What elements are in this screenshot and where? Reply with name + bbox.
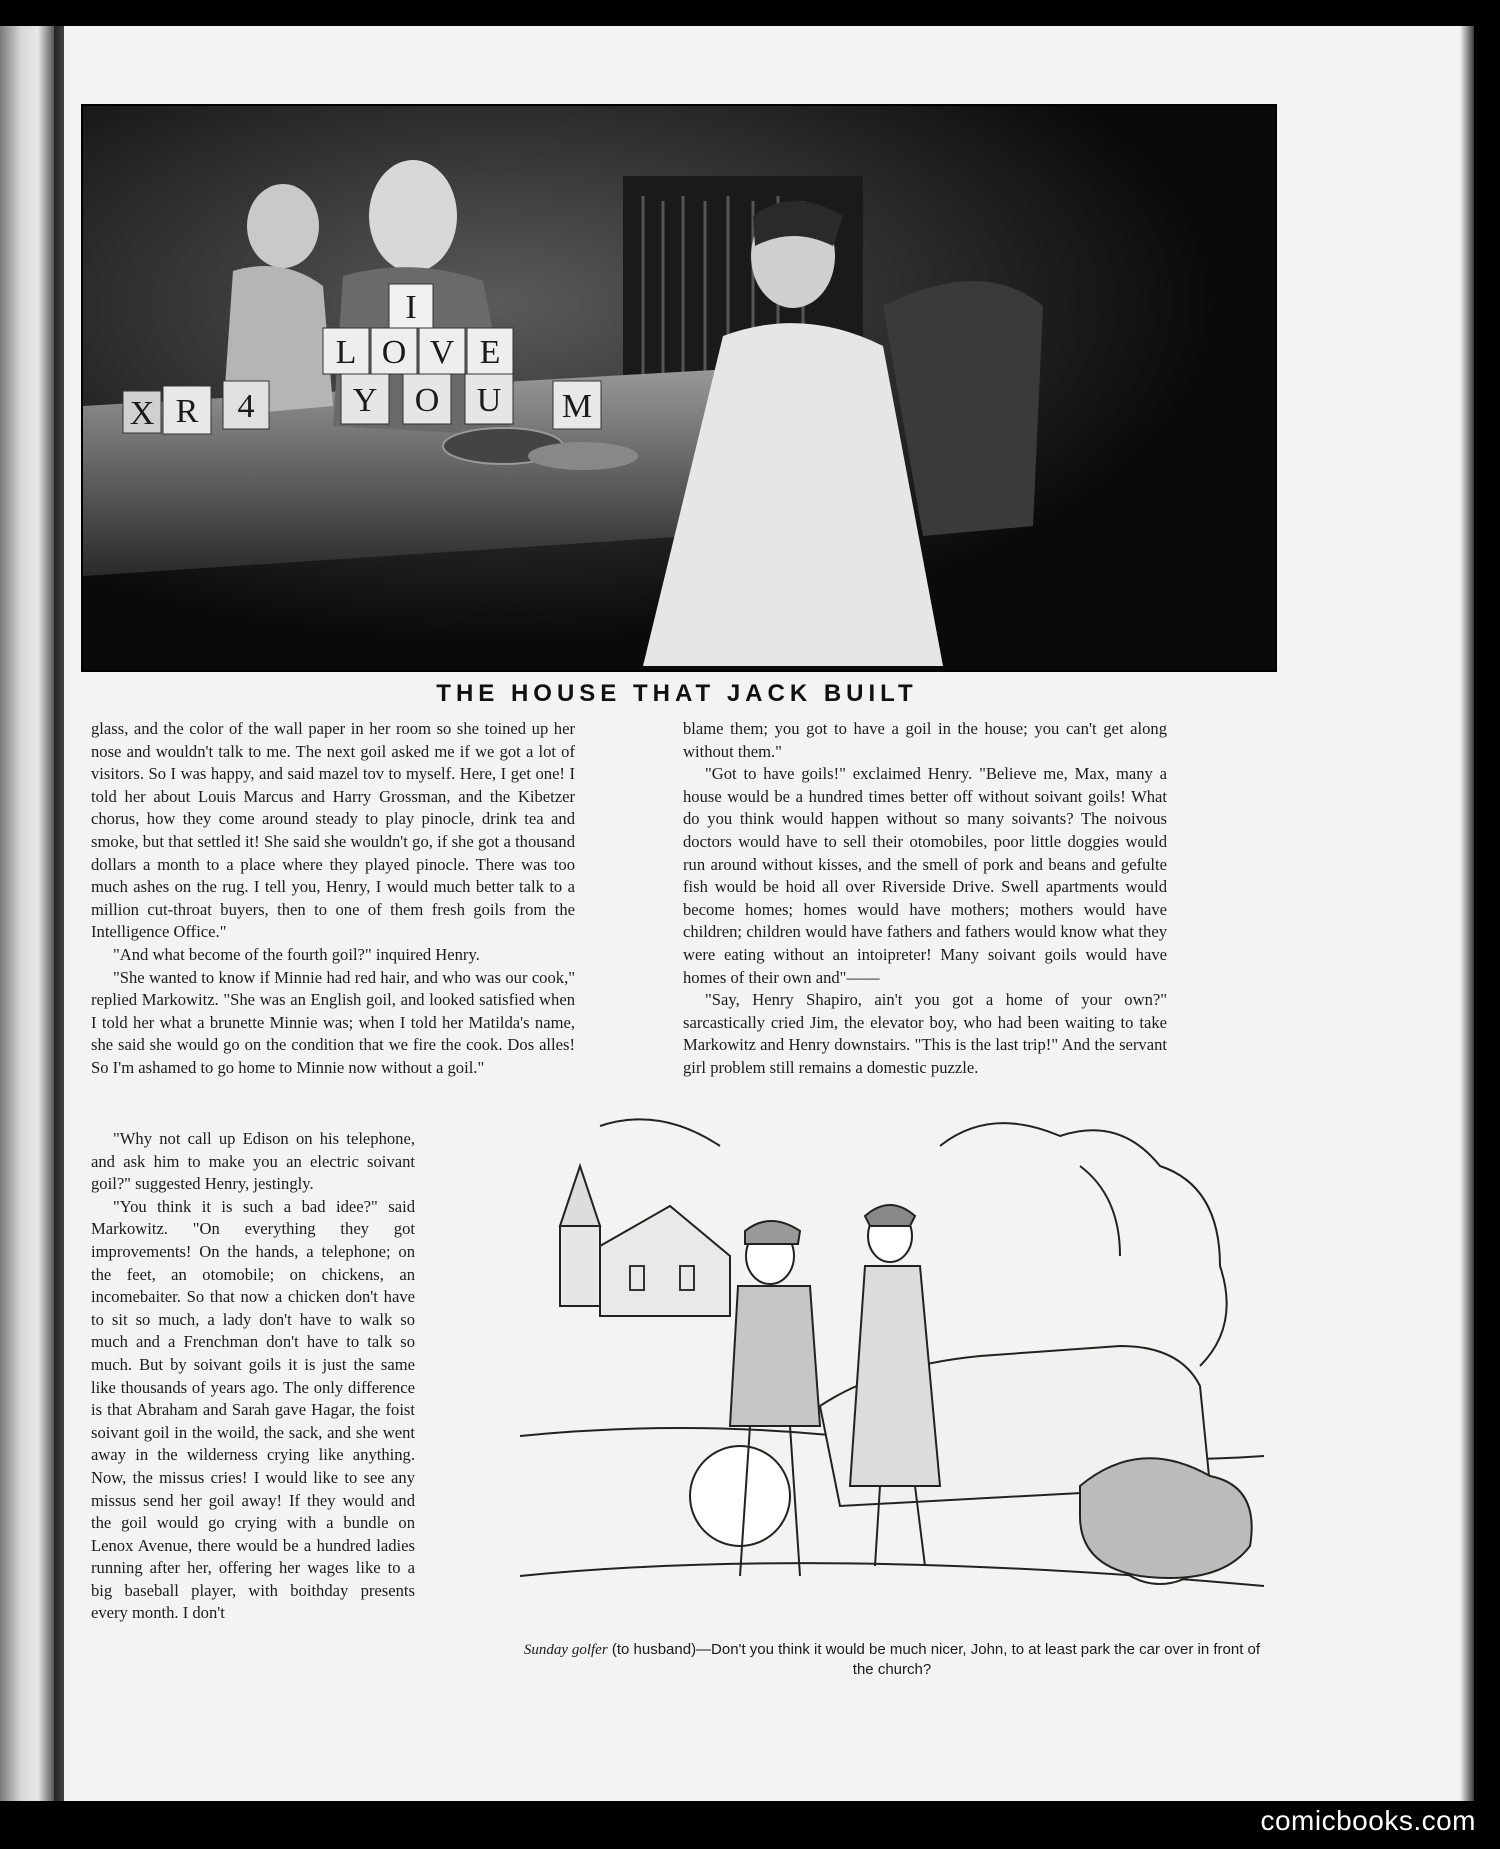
paragraph: "You think it is such a bad idee?" said Markowitz. "On everything they got improvements! On the hands, a telephone; on the feet, an otomobile; on chickens, an incomebaiter. So that now a chicken don't have to sit so much, a lady don't have to walk so much and a Frenchman don't have to talk so much. But by soivant goils it is just the same like thousands of years ago. The only difference is that Abraham and Sarah gave Hagar, the foist soivant goil in the woild, the sack, and she went away in the wilderness crying like anything. Now, the missus cries! I would like to see any missus send her goil away! If they would and the goil would go crying with a bundle on Lenox Avenue, there would be a hundred ladies running after her, offering her wages like to a big baseball player, with boithday presents every month. I don't [91, 1196, 415, 1623]
svg-text:E: E [479, 334, 501, 371]
block-Y [341, 374, 389, 424]
article-title: THE HOUSE THAT JACK BUILT [436, 680, 918, 707]
site-watermark: comicbooks.com [1260, 1805, 1476, 1836]
svg-text:I: I [405, 289, 417, 326]
caption-text: (to husband)—Don't you think it would be much nicer, John, to at least park the car over in front of the church? [607, 1641, 1261, 1678]
svg-text:U: U [476, 382, 502, 419]
cartoon-golfers [520, 1106, 1264, 1630]
cartoon-drawing [520, 1106, 1264, 1630]
block-I [389, 284, 433, 328]
svg-text:X: X [129, 395, 155, 432]
illustration-family-with-blocks [81, 104, 1277, 672]
block-X [123, 391, 161, 433]
page-edge-shadow [1460, 26, 1474, 1801]
paragraph: blame them; you got to have a goil in the house; you can't get along without them." [683, 719, 1167, 761]
paragraph: "And what become of the fourth goil?" inquired Henry. [113, 944, 480, 964]
paragraph: "Got to have goils!" exclaimed Henry. "Believe me, Max, many a house would be a hundred times better off without soivant goils! What do you think would happen without so many soivants? The noivous doctors would have to sell their otomobiles, poor little doggies would run around without kisses, and the smell of pork and beans and gefulte fish would be hoid all over Riverside Drive. Swell apartments would become homes; homes would have mothers; mothers would have children; children would have fathers and fathers would know what they were eating without an intoipreter! Many soivant goils would have homes of their own and"—— [683, 764, 1167, 987]
svg-text:R: R [175, 393, 199, 430]
left-column-top [91, 718, 575, 1080]
paragraph: glass, and the color of the wall paper in her room so she toined up her nose and wouldn't talk to me. The next goil asked me if we got a lot of visitors. So I was happy, and said mazel tov to myself. Here, I get one! I told her about Louis Marcus and Harry Grossman, and the Kibetzer chorus, how they come around steady to play pinocle, drink tea and smoke, but that settled it! She said she wouldn't go, if she got a thousand dollars a month to a place where they played pinocle. There was too much ashes on the rug. I tell you, Henry, I would much better talk to a million cut-throat buyers, then to one of them fresh goils from the Intelligence Office." [91, 719, 575, 942]
caption-lead: Sunday golfer [523, 1642, 608, 1658]
left-column-narrow [91, 1128, 415, 1625]
book-gutter [54, 26, 64, 1801]
block-M [553, 381, 601, 429]
block-O [371, 328, 417, 374]
paragraph: "Why not call up Edison on his telephone, and ask him to make you an electric soivant goil?" suggested Henry, jestingly. [91, 1129, 415, 1194]
svg-text:O: O [414, 382, 440, 419]
illustration-drawing [83, 106, 1275, 670]
paragraph: "Say, Henry Shapiro, ain't you got a home of your own?" sarcastically cried Jim, the elevator boy, who had been waiting to take Markowitz and Henry downstairs. "This is the last trip!" And the servant girl problem still remains a domestic puzzle. [683, 990, 1167, 1077]
left-page-edge [0, 26, 54, 1801]
svg-text:L: L [335, 334, 357, 371]
block-U [465, 374, 513, 424]
cartoon-caption [520, 1640, 1264, 1679]
block-L [323, 328, 369, 374]
svg-text:M: M [561, 388, 593, 425]
svg-text:O: O [381, 334, 407, 371]
svg-text:4: 4 [237, 388, 255, 425]
block-O-2 [403, 374, 451, 424]
paragraph: "She wanted to know if Minnie had red hair, and who was our cook," replied Markowitz. "She was an English goil, and looked satisfied when I told her what a brunette Minnie was; when I told her Matilda's name, she said she would go on the condition that we fire the cook. Dos alles! So I'm ashamed to go home to Minnie now without a goil." [91, 967, 575, 1077]
svg-text:V: V [429, 334, 455, 371]
block-E [467, 328, 513, 374]
block-V [419, 328, 465, 374]
right-column [683, 718, 1167, 1080]
svg-text:Y: Y [352, 382, 378, 419]
block-4 [223, 381, 269, 429]
block-R [163, 386, 211, 434]
